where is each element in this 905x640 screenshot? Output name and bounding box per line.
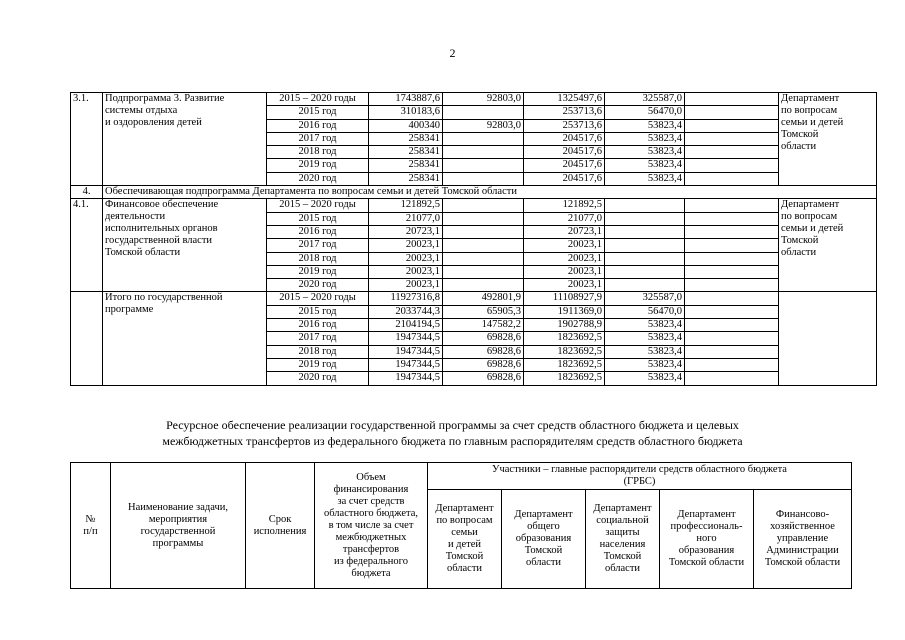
value-cell (443, 212, 524, 225)
value-cell (685, 225, 779, 238)
section-row (71, 186, 877, 199)
resource-table (70, 462, 852, 589)
value-cell (605, 199, 685, 212)
period-cell: 2020 год (267, 172, 369, 185)
value-cell: 20723,1 (369, 225, 443, 238)
responsible-line: по вопросам (781, 105, 838, 116)
value-cell: 1823692,5 (524, 358, 605, 371)
period-cell: 2020 год (267, 372, 369, 385)
value-cell (443, 172, 524, 185)
value-cell: 1823692,5 (524, 345, 605, 358)
value-cell (685, 212, 779, 225)
header-line: семьи (451, 527, 478, 538)
value-cell (685, 345, 779, 358)
name-line: исполнительных органов (105, 223, 218, 235)
value-cell: 56470,0 (605, 305, 685, 318)
value-cell: 69828,6 (443, 358, 524, 371)
value-cell (605, 265, 685, 278)
header-line: Финансово- (775, 509, 830, 520)
name-line: деятельности (105, 211, 166, 223)
column-header-term (246, 463, 315, 589)
responsible-cell (779, 199, 877, 292)
header-line: населения (599, 539, 646, 550)
header-line: области (525, 557, 562, 568)
header-line: Департамент (514, 509, 573, 520)
header-line: мероприятия (148, 513, 208, 525)
header-line: защиты (605, 527, 640, 538)
value-cell: 53823,4 (605, 345, 685, 358)
period-cell: 2015 год (267, 212, 369, 225)
header-line: по вопросам (436, 515, 493, 526)
value-cell: 20023,1 (369, 265, 443, 278)
header-line: профессиональ- (670, 521, 743, 532)
responsible-line: Томской (781, 235, 819, 247)
period-cell: 2019 год (267, 159, 369, 172)
row-name (103, 199, 267, 292)
value-cell: 310183,6 (369, 106, 443, 119)
header-line: (ГРБС) (623, 476, 656, 487)
value-cell: 20023,1 (524, 265, 605, 278)
value-cell: 1902788,9 (524, 319, 605, 332)
value-cell: 20723,1 (524, 225, 605, 238)
responsible-line: семьи и детей (781, 223, 844, 235)
column-header-volume (315, 463, 428, 589)
responsible-line: Департамент (781, 93, 840, 104)
column-header-participants (428, 463, 852, 490)
value-cell: 258341 (369, 146, 443, 159)
name-line: Томской области (105, 247, 181, 259)
participant-header (502, 490, 586, 589)
value-cell (443, 252, 524, 265)
value-cell (443, 159, 524, 172)
header-line: п/п (83, 525, 98, 537)
value-cell (443, 132, 524, 145)
value-cell: 20023,1 (369, 252, 443, 265)
header-line: финансирования (333, 483, 409, 495)
value-cell: 53823,4 (605, 358, 685, 371)
value-cell: 53823,4 (605, 159, 685, 172)
header-line: из федерального (334, 555, 408, 567)
heading-line: Ресурсное обеспечение реализации государственной программы за счет средств областного бюджета и целевых (166, 418, 739, 432)
header-line: Томской (524, 545, 563, 556)
period-cell: 2019 год (267, 265, 369, 278)
column-header-name (111, 463, 246, 589)
header-line: Томской области (668, 557, 745, 568)
row-number: 4.1. (71, 199, 103, 292)
value-cell: 53823,4 (605, 332, 685, 345)
value-cell: 53823,4 (605, 319, 685, 332)
period-cell: 2018 год (267, 252, 369, 265)
value-cell (605, 212, 685, 225)
value-cell: 204517,6 (524, 159, 605, 172)
header-line: общего (527, 521, 560, 532)
value-cell: 21077,0 (524, 212, 605, 225)
value-cell (685, 292, 779, 305)
value-cell: 21077,0 (369, 212, 443, 225)
responsible-line: области (781, 247, 817, 259)
value-cell: 1911369,0 (524, 305, 605, 318)
value-cell: 53823,4 (605, 172, 685, 185)
value-cell (685, 172, 779, 185)
header-line: образования (678, 545, 735, 556)
value-cell (443, 239, 524, 252)
header-line: областного бюджета, (323, 507, 419, 519)
period-cell: 2018 год (267, 146, 369, 159)
header-line: области (604, 563, 641, 574)
section-title: Обеспечивающая подпрограмма Департамента по вопросам семьи и детей Томской области (103, 186, 877, 199)
value-cell (605, 279, 685, 292)
page-number: 2 (449, 46, 456, 60)
value-cell: 258341 (369, 132, 443, 145)
value-cell: 53823,4 (605, 119, 685, 132)
value-cell (685, 332, 779, 345)
value-cell: 56470,0 (605, 106, 685, 119)
value-cell: 1947344,5 (369, 332, 443, 345)
value-cell: 1947344,5 (369, 372, 443, 385)
value-cell (685, 372, 779, 385)
header-line: № (85, 513, 96, 525)
participant-header (754, 490, 852, 589)
value-cell: 11927316,8 (369, 292, 443, 305)
period-cell: 2015 год (267, 106, 369, 119)
name-line: Финансовое обеспечение (105, 199, 219, 211)
value-cell: 69828,6 (443, 372, 524, 385)
value-cell: 92803,0 (443, 119, 524, 132)
value-cell: 65905,3 (443, 305, 524, 318)
header-line: Объем (356, 471, 386, 483)
value-cell: 253713,6 (524, 106, 605, 119)
column-header-number (71, 463, 111, 589)
value-cell (685, 119, 779, 132)
period-cell: 2019 год (267, 358, 369, 371)
period-cell: 2017 год (267, 239, 369, 252)
value-cell: 2033744,3 (369, 305, 443, 318)
row-number (71, 292, 103, 385)
value-cell: 204517,6 (524, 172, 605, 185)
row-number: 3.1. (71, 93, 103, 186)
header-line: программы (152, 537, 204, 549)
header-line: в том числе за счет (328, 519, 414, 531)
value-cell: 20023,1 (524, 239, 605, 252)
value-cell (685, 239, 779, 252)
header-line: Участники – главные распорядители средств областного бюджета (492, 464, 787, 475)
value-cell: 1947344,5 (369, 345, 443, 358)
period-cell: 2017 год (267, 132, 369, 145)
period-cell: 2017 год (267, 332, 369, 345)
header-line: хозяйственное (770, 521, 835, 532)
header-line: Администрации (766, 545, 839, 556)
value-cell: 1325497,6 (524, 93, 605, 106)
header-line: Наименование задачи, (128, 501, 228, 513)
header-line: бюджета (351, 567, 391, 579)
value-cell (685, 305, 779, 318)
value-cell (443, 146, 524, 159)
header-line: социальной (596, 515, 649, 526)
participant-header (660, 490, 754, 589)
value-cell (443, 199, 524, 212)
value-cell: 204517,6 (524, 132, 605, 145)
value-cell: 147582,2 (443, 319, 524, 332)
header-line: за счет средств (337, 495, 405, 507)
header-line: Томской области (764, 557, 841, 568)
period-cell: 2016 год (267, 119, 369, 132)
responsible-cell (779, 93, 877, 186)
value-cell (685, 132, 779, 145)
header-line: исполнения (253, 525, 307, 537)
value-cell: 20023,1 (369, 239, 443, 252)
participant-header (586, 490, 660, 589)
value-cell: 1823692,5 (524, 332, 605, 345)
value-cell: 1743887,6 (369, 93, 443, 106)
header-line: управление (776, 533, 829, 544)
program-funding-table (70, 92, 877, 386)
value-cell (685, 93, 779, 106)
period-cell: 2015 – 2020 годы (267, 93, 369, 106)
value-cell (685, 265, 779, 278)
value-cell: 11108927,9 (524, 292, 605, 305)
value-cell: 92803,0 (443, 93, 524, 106)
value-cell: 121892,5 (369, 199, 443, 212)
value-cell: 400340 (369, 119, 443, 132)
section-number: 4. (71, 186, 103, 199)
name-line: и оздоровления детей (105, 117, 202, 128)
period-cell: 2015 – 2020 годы (267, 292, 369, 305)
value-cell (605, 239, 685, 252)
value-cell (685, 106, 779, 119)
value-cell (443, 265, 524, 278)
period-cell: 2018 год (267, 345, 369, 358)
value-cell (685, 146, 779, 159)
header-line: Томской (603, 551, 642, 562)
table-row (71, 292, 877, 305)
row-name (103, 292, 267, 385)
value-cell: 325587,0 (605, 292, 685, 305)
value-cell: 69828,6 (443, 332, 524, 345)
period-cell: 2015 год (267, 305, 369, 318)
value-cell (685, 159, 779, 172)
table-row (71, 93, 877, 106)
value-cell: 2104194,5 (369, 319, 443, 332)
name-line: государственной власти (105, 235, 213, 247)
responsible-line: по вопросам (781, 211, 838, 223)
header-line: Срок (268, 513, 292, 525)
heading-line: межбюджетных трансфертов из федерального бюджета по главным распорядителям средств областного бюджета (162, 434, 743, 448)
value-cell: 258341 (369, 159, 443, 172)
value-cell: 20023,1 (369, 279, 443, 292)
responsible-line: Томской (781, 129, 819, 140)
header-line: трансфертов (342, 543, 400, 555)
value-cell (685, 319, 779, 332)
header-line: Томской (445, 551, 484, 562)
value-cell: 20023,1 (524, 252, 605, 265)
table-row (71, 199, 877, 212)
participant-header (428, 490, 502, 589)
header-line: ного (696, 533, 717, 544)
value-cell: 20023,1 (524, 279, 605, 292)
header-line: области (446, 563, 483, 574)
value-cell (605, 252, 685, 265)
value-cell: 258341 (369, 172, 443, 185)
value-cell: 53823,4 (605, 132, 685, 145)
name-line: Итого по государственной (105, 292, 223, 304)
header-line: и детей (447, 539, 482, 550)
value-cell (685, 199, 779, 212)
period-cell: 2015 – 2020 годы (267, 199, 369, 212)
name-line: системы отдыха (105, 105, 178, 116)
row-name (103, 93, 267, 186)
value-cell: 492801,9 (443, 292, 524, 305)
header-row (71, 463, 852, 490)
period-cell: 2016 год (267, 319, 369, 332)
value-cell (605, 225, 685, 238)
header-line: Департамент (435, 503, 494, 514)
header-line: межбюджетных (335, 531, 407, 543)
header-line: образования (515, 533, 572, 544)
value-cell: 204517,6 (524, 146, 605, 159)
header-line: государственной (140, 525, 216, 537)
name-line: программе (105, 304, 154, 316)
resource-heading (0, 417, 905, 449)
period-cell: 2020 год (267, 279, 369, 292)
header-line: Департамент (593, 503, 652, 514)
header-line: Департамент (677, 509, 736, 520)
value-cell (685, 252, 779, 265)
value-cell: 1947344,5 (369, 358, 443, 371)
period-cell: 2016 год (267, 225, 369, 238)
value-cell (443, 106, 524, 119)
value-cell (685, 358, 779, 371)
value-cell (443, 225, 524, 238)
value-cell: 1823692,5 (524, 372, 605, 385)
value-cell (685, 279, 779, 292)
value-cell: 53823,4 (605, 146, 685, 159)
value-cell: 69828,6 (443, 345, 524, 358)
name-line: Подпрограмма 3. Развитие (105, 93, 225, 104)
responsible-line: семьи и детей (781, 117, 844, 128)
responsible-line: Департамент (781, 199, 840, 211)
responsible-cell (779, 292, 877, 385)
value-cell: 121892,5 (524, 199, 605, 212)
responsible-line: области (781, 141, 817, 152)
value-cell (443, 279, 524, 292)
value-cell: 53823,4 (605, 372, 685, 385)
value-cell: 325587,0 (605, 93, 685, 106)
value-cell: 253713,6 (524, 119, 605, 132)
